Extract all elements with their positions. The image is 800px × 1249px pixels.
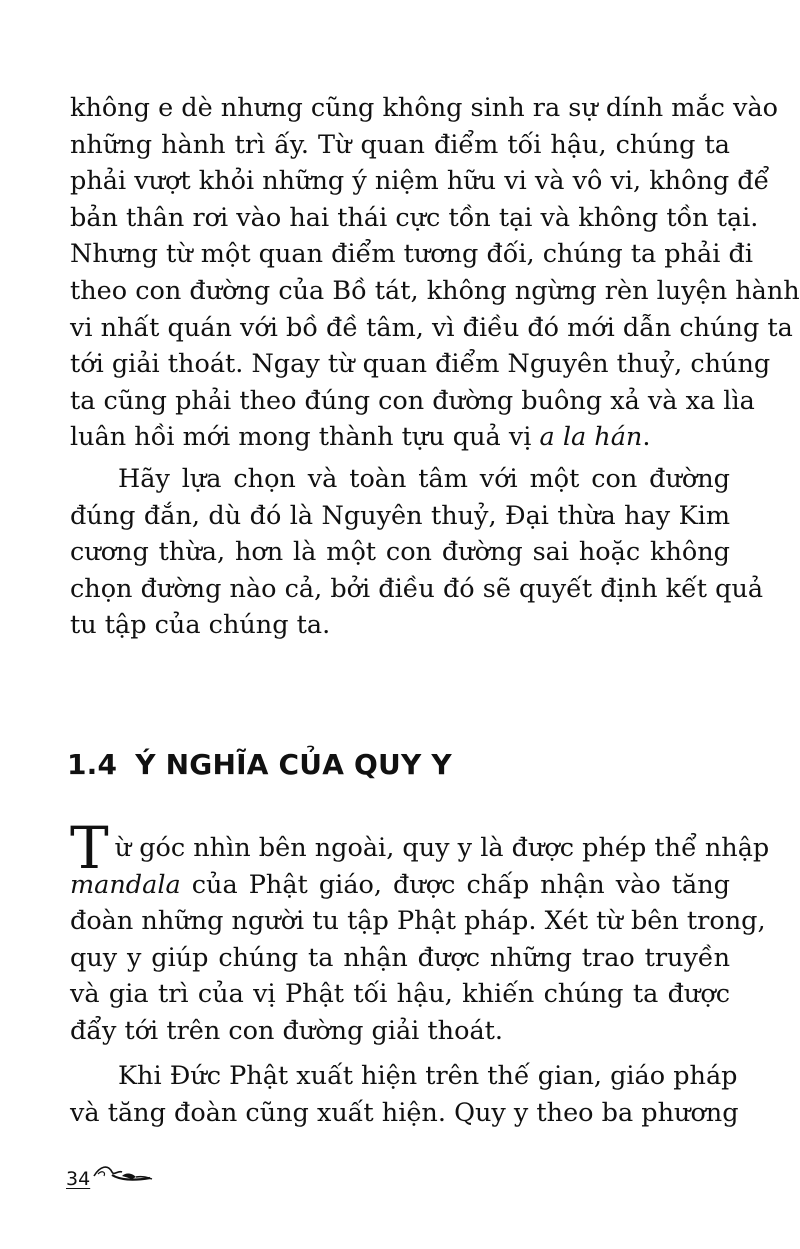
text-line: cương thừa, hơn là một con đường sai hoặc không	[70, 537, 730, 568]
text-line	[70, 419, 730, 456]
section-heading	[67, 748, 452, 781]
text-line: tu tập của chúng ta.	[70, 610, 331, 641]
paragraph-with-dropcap	[70, 813, 770, 1050]
italic-term: a la hán	[539, 422, 643, 453]
text-line: và gia trì của vị Phật tối hậu, khiến chúng ta được	[70, 979, 730, 1010]
paragraph-continuation	[70, 90, 800, 456]
italic-term: mandala	[70, 869, 181, 900]
text-line: đẩy tới trên con đường giải thoát.	[70, 1015, 504, 1046]
text-span: .	[642, 422, 651, 453]
page-number: 34	[66, 1168, 91, 1190]
text-line: đúng đắn, dù đó là Nguyên thuỷ, Đại thừa hay Kim	[70, 500, 730, 531]
text-span: của Phật giáo, được chấp nhận vào tăng	[180, 869, 730, 900]
text-line: và tăng đoàn cũng xuất hiện. Quy y theo ba phương	[70, 1097, 739, 1128]
text-line: Nhưng từ một quan điểm tương đối, chúng ta phải đi	[70, 239, 753, 270]
text-line: Khi Đức Phật xuất hiện trên thế gian, giáo pháp	[118, 1061, 738, 1091]
text-line: vi nhất quán với bồ đề tâm, vì điều đó mới dẫn chúng ta	[70, 312, 793, 343]
brush-stroke-ornament-icon	[92, 1160, 154, 1190]
text-line: tới giải thoát. Ngay từ quan điểm Nguyên thuỷ, chúng	[70, 349, 771, 380]
text-line: đoàn những người tu tập Phật pháp. Xét từ bên trong,	[70, 906, 766, 937]
section-title: Ý NGHĨA CỦA QUY Y	[135, 748, 452, 781]
text-line: bản thân rơi vào hai thái cực tồn tại và không tồn tại.	[70, 202, 759, 233]
text-line: theo con đường của Bồ tát, không ngừng rèn luyện hành	[70, 275, 800, 306]
text-line	[70, 813, 770, 882]
text-line: quy y giúp chúng ta nhận được những trao truyền	[70, 942, 730, 973]
page-footer	[66, 1160, 154, 1190]
text-line: chọn đường nào cả, bởi điều đó sẽ quyết định kết quả	[70, 573, 764, 604]
text-span: ừ góc nhìn bên ngoài, quy y là được phép thể nhập	[114, 833, 770, 863]
paragraph	[70, 1058, 739, 1131]
section-number: 1.4	[67, 748, 118, 781]
drop-cap: T	[70, 813, 109, 882]
text-line: phải vượt khỏi những ý niệm hữu vi và vô vi, không để	[70, 166, 770, 197]
text-line: không e dè nhưng cũng không sinh ra sự dính mắc vào	[70, 93, 779, 123]
paragraph	[70, 461, 764, 644]
text-line	[70, 867, 730, 904]
text-span: luân hồi mới mong thành tựu quả vị	[70, 422, 532, 453]
text-line: những hành trì ấy. Từ quan điểm tối hậu, chúng ta	[70, 129, 730, 160]
text-line: Hãy lựa chọn và toàn tâm với một con đường	[118, 464, 730, 494]
text-line: ta cũng phải theo đúng con đường buông xả và xa lìa	[70, 385, 755, 416]
